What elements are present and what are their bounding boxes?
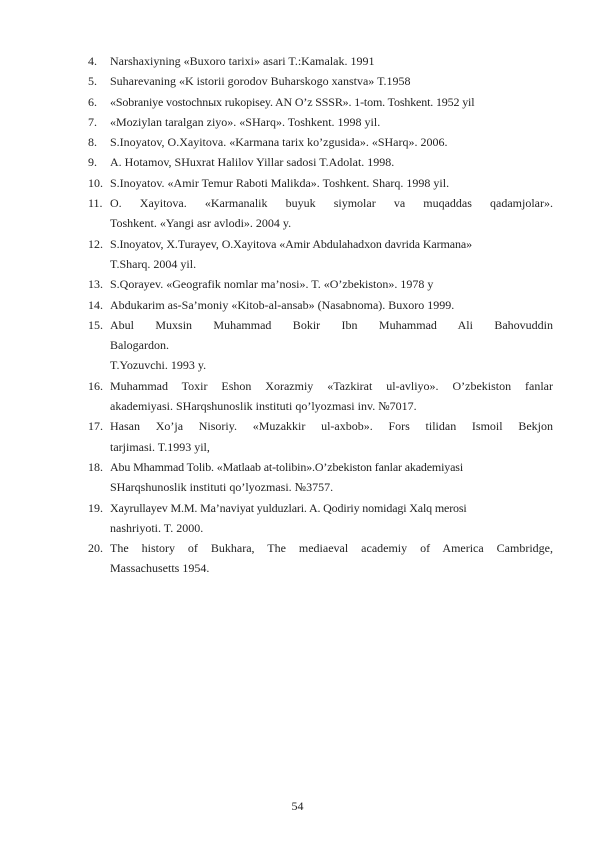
reference-text: O. Xayitova. «Karmanalik buyuk siymolar va muqaddas qadamjolar».	[110, 196, 553, 211]
reference-number: 5.	[88, 74, 97, 89]
reference-number: 20.	[88, 541, 103, 556]
reference-text-continued: Massachusetts 1954.	[110, 561, 210, 576]
reference-text: A. Hotamov, SHuxrat Halilov Yillar sadosi T.Adolat. 1998.	[110, 155, 395, 170]
reference-text-continued: Balogardon.	[110, 338, 169, 353]
reference-text: Muhammad Toxir Eshon Xorazmiy «Tazkirat ul-avliyo». O’zbekiston fanlar	[110, 378, 553, 393]
reference-text: Narshaxiyning «Buxoro tarixi» asari T.:Kamalak. 1991	[110, 54, 375, 68]
reference-number: 12.	[88, 236, 103, 251]
reference-text-continued: nashriyoti. T. 2000.	[110, 520, 204, 535]
reference-text: S.Inoyatov. «Amir Temur Raboti Malikda». Toshkent. Sharq. 1998 yil.	[110, 175, 450, 190]
reference-item	[88, 193, 553, 234]
reference-number: 15.	[88, 317, 103, 332]
reference-item	[88, 152, 553, 172]
reference-text-continued: Toshkent. «Yangi asr avlodi». 2004 y.	[110, 216, 292, 231]
reference-item	[88, 457, 553, 498]
reference-text: Suharevaning «K istorii gorodov Buharskogo xanstva» T.1958	[110, 74, 411, 89]
reference-number: 4.	[88, 54, 97, 68]
reference-text: S.Inoyatov, O.Xayitova. «Karmana tarix ko’zgusida». «SHarq». 2006.	[110, 135, 448, 150]
reference-text: S.Qorayev. «Geografik nomlar ma’nosi». T. «O’zbekiston». 1978 y	[110, 277, 434, 292]
reference-number: 18.	[88, 459, 103, 474]
reference-item	[88, 538, 553, 579]
reference-text: The history of Bukhara, The mediaeval academiy of America Cambridge,	[110, 541, 553, 556]
reference-number: 14.	[88, 297, 103, 312]
reference-text-continued: tarjimasi. T.1993 yil,	[110, 439, 210, 454]
page-number: 54	[291, 799, 304, 813]
reference-number: 8.	[88, 135, 97, 150]
reference-item	[88, 234, 553, 275]
reference-item	[88, 71, 553, 91]
reference-number: 9.	[88, 155, 97, 170]
reference-item	[88, 416, 553, 457]
reference-item	[88, 132, 553, 152]
reference-item	[88, 274, 553, 294]
reference-number: 6.	[88, 94, 97, 109]
reference-number: 19.	[88, 500, 103, 515]
reference-text: Hasan Xo’ja Nisoriy. «Muzakkir ul-axbob». Fors tilidan Ismoil Bekjon	[110, 419, 553, 434]
reference-item	[88, 295, 553, 315]
reference-number: 13.	[88, 277, 103, 292]
reference-text-continued: SHarqshunoslik instituti qo’lyozmasi. №3757.	[110, 480, 334, 495]
reference-text: Xayrullayev M.M. Ma’naviyat yulduzlari. A. Qodiriy nomidagi Xalq merosi	[110, 500, 467, 515]
reference-number: 17.	[88, 419, 103, 434]
reference-text-continued: T.Sharq. 2004 yil.	[110, 256, 197, 271]
reference-item	[88, 315, 553, 376]
reference-number: 7.	[88, 114, 97, 129]
reference-list	[88, 51, 553, 579]
reference-item	[88, 376, 553, 417]
reference-number: 11.	[88, 196, 103, 211]
reference-item	[88, 51, 553, 71]
reference-item	[88, 92, 553, 112]
reference-text-continued: akademiyasi. SHarqshunoslik instituti qo’lyozmasi inv. №7017.	[110, 399, 417, 414]
reference-number: 16.	[88, 378, 103, 393]
reference-number: 10.	[88, 175, 103, 190]
reference-text: Abul Muxsin Muhammad Bokir Ibn Muhammad Ali Bahovuddin	[110, 317, 553, 332]
reference-text: Abdukarim as-Sa’moniy «Kitob-al-ansab» (Nasabnoma). Buxoro 1999.	[110, 297, 455, 312]
reference-item	[88, 173, 553, 193]
reference-item	[88, 112, 553, 132]
reference-text: Abu Mhammad Tolib. «Matlaab at-tolibin».O’zbekiston fanlar akademiyasi	[110, 459, 464, 474]
reference-item	[88, 498, 553, 539]
reference-text: «Moziylan taralgan ziyo». «SHarq». Toshkent. 1998 yil.	[110, 114, 381, 129]
reference-text-continued: T.Yozuvchi. 1993 y.	[110, 358, 207, 373]
reference-text: «Sobraniye vostochnых rukopisey. AN O’z SSSR». 1-tom. Toshkent. 1952 yil	[110, 94, 475, 109]
reference-text: S.Inoyatov, X.Turayev, O.Xayitova «Amir Abdulahadxon davrida Karmana»	[110, 236, 473, 251]
